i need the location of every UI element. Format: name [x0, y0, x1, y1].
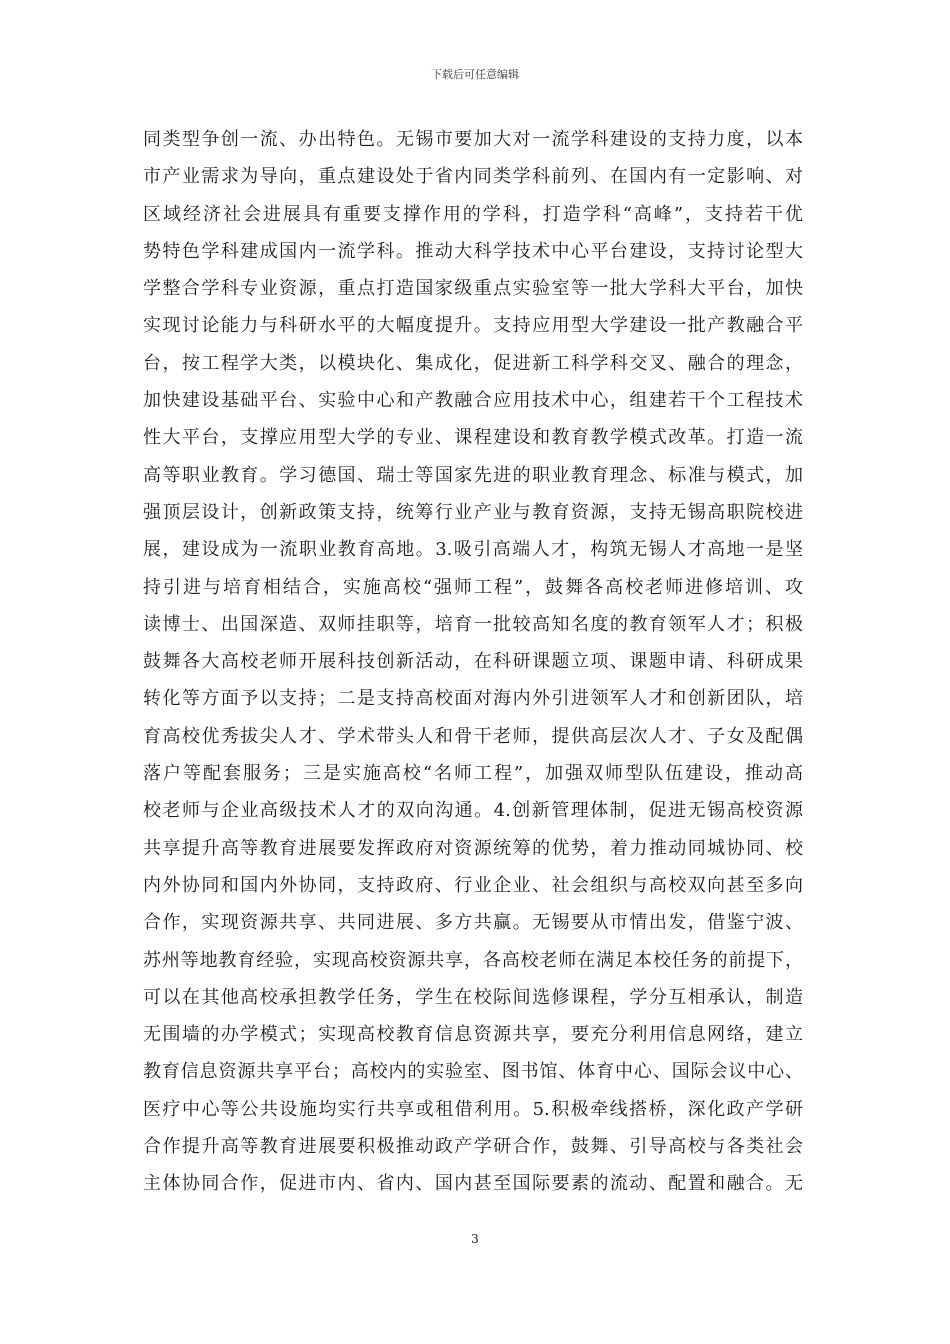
page-number: 3 [471, 1232, 479, 1246]
body-line: 持引进与培育相结合，实施高校“强师工程”，鼓舞各高校老师进修培训、攻 [143, 576, 803, 598]
body-line: 同类型争创一流、办出特色。无锡市要加大对一流学科建设的支持力度，以本 [143, 129, 803, 150]
body-line: 主体协同合作，促进市内、省内、国内甚至国际要素的流动、配置和融合。无 [143, 1173, 803, 1195]
body-line: 加快建设基础平台、实验中心和产教融合应用技术中心，组建若干个工程技术 [143, 390, 803, 412]
body-line: 合作提升高等教育进展要积极推动政产学研合作，鼓舞、引导高校与各类社会 [143, 1136, 803, 1158]
page-header: 下载后可任意编辑 [431, 68, 519, 81]
body-line: 实现讨论能力与科研水平的大幅度提升。支持应用型大学建设一批产教融合平 [143, 315, 803, 337]
body-line: 合作，实现资源共享、共同进展、多方共赢。无锡要从市情出发，借鉴宁波、 [143, 912, 803, 934]
body-line: 势特色学科建成国内一流学科。推动大科学技术中心平台建设，支持讨论型大 [143, 240, 803, 262]
body-line: 区域经济社会进展具有重要支撑作用的学科，打造学科“高峰”，支持若干优 [143, 203, 803, 225]
body-line: 读博士、出国深造、双师挂职等，培育一批较高知名度的教育领军人才；积极 [143, 613, 803, 635]
body-line: 苏州等地教育经验，实现高校资源共享，各高校老师在满足本校任务的前提下， [143, 949, 803, 971]
body-line: 展，建设成为一流职业教育高地。3.吸引高端人才，构筑无锡人才高地一是坚 [143, 539, 803, 561]
body-line: 鼓舞各大高校老师开展科技创新活动，在科研课题立项、课题申请、科研成果 [143, 651, 803, 673]
body-line: 校老师与企业高级技术人才的双向沟通。4.创新管理体制，促进无锡高校资源 [143, 800, 803, 822]
body-line: 育高校优秀拔尖人才、学术带头人和骨干老师，提供高层次人才、子女及配偶 [143, 725, 803, 747]
body-line: 性大平台，支撑应用型大学的专业、课程建设和教育教学模式改革。打造一流 [143, 427, 803, 449]
body-line: 无围墙的办学模式；实现高校教育信息资源共享，要充分利用信息网络，建立 [143, 1024, 803, 1046]
body-line: 学整合学科专业资源，重点打造国家级重点实验室等一批大学科大平台，加快 [143, 278, 803, 300]
body-line: 可以在其他高校承担教学任务，学生在校际间选修课程，学分互相承认，制造 [143, 986, 803, 1008]
body-line: 台，按工程学大类，以模块化、集成化，促进新工科学科交叉、融合的理念， [143, 352, 803, 374]
body-line: 转化等方面予以支持；二是支持高校面对海内外引进领军人才和创新团队，培 [143, 688, 803, 710]
body-line: 教育信息资源共享平台；高校内的实验室、图书馆、体育中心、国际会议中心、 [143, 1061, 803, 1083]
body-line: 强顶层设计，创新政策支持，统筹行业产业与教育资源，支持无锡高职院校进 [143, 501, 803, 523]
body-line: 高等职业教育。学习德国、瑞士等国家先进的职业教育理念、标准与模式，加 [143, 464, 803, 486]
document-body [143, 121, 803, 1203]
body-line: 医疗中心等公共设施均实行共享或租借利用。5.积极牵线搭桥，深化政产学研 [143, 1098, 803, 1120]
body-line: 落户等配套服务；三是实施高校“名师工程”，加强双师型队伍建设，推动高 [143, 763, 803, 785]
body-line: 共享提升高等教育进展要发挥政府对资源统筹的优势，着力推动同城协同、校 [143, 837, 803, 859]
body-line: 市产业需求为导向，重点建设处于省内同类学科前列、在国内有一定影响、对 [143, 166, 803, 188]
body-line: 内外协同和国内外协同，支持政府、行业企业、社会组织与高校双向甚至多向 [143, 874, 803, 896]
